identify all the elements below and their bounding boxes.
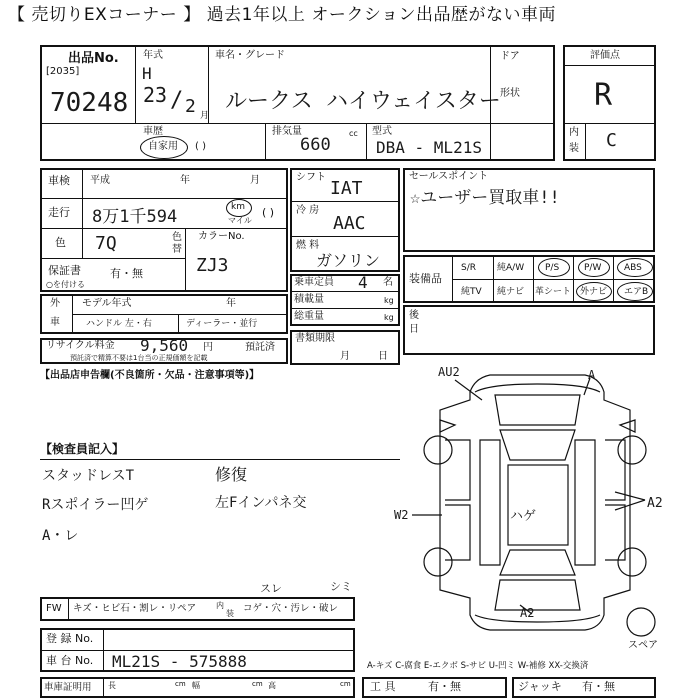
load-label: 積載量 [294, 294, 324, 305]
docs-deadline-unit: 月 [340, 351, 350, 362]
warranty-label: 保証書 [48, 264, 81, 277]
fw-interior-2: 装 [226, 609, 234, 618]
cert-long: 長 [108, 681, 116, 690]
year-era: H [142, 64, 152, 83]
equip-abs: ABS [624, 263, 642, 273]
diagram-mark-a2-side: A2 [647, 496, 663, 511]
rear-label-1: 後 [409, 310, 419, 321]
mileage-unit: km [231, 202, 245, 212]
capacity-unit: 名 [383, 277, 393, 288]
doors-label: ドア [500, 51, 520, 62]
color-code-label: カラーNo. [198, 231, 245, 242]
lot-prefix: [2035] [46, 66, 80, 77]
cert-width: 幅 [192, 681, 200, 690]
registration-label: 登 録 No. [46, 632, 94, 645]
load-unit: kg [384, 296, 394, 305]
year-sep: / [170, 88, 184, 113]
equip-aw: 純A/W [497, 263, 525, 273]
diagram-mark-w2: W2 [394, 508, 409, 522]
lot-label: 出品No. [68, 51, 119, 66]
recycle-value: 9,560 [140, 336, 189, 355]
recycle-note: 預託済で精算不要は1台当の正規価額を記載 [70, 354, 208, 362]
displacement-label: 排気量 [272, 126, 302, 137]
interior-value: C [606, 130, 617, 151]
cert-cm-3: cm [340, 680, 351, 688]
model-label: 車名・グレード [215, 50, 285, 61]
ac-label: 冷 房 [296, 205, 320, 216]
history-label: 車歴 [143, 126, 163, 137]
jack-options: 有・無 [582, 680, 615, 693]
type-label: 型式 [372, 126, 392, 137]
warranty-options: 有・無 [110, 267, 143, 280]
interior-label-2: 装 [569, 143, 579, 154]
fw-label: FW [46, 603, 62, 614]
recycle-status: 預託済 [245, 342, 275, 353]
mileage-unit2: マイル [228, 216, 252, 225]
seller-note-label: 【出品店申告欄(不良箇所・欠品・注意事項等)】 [40, 370, 260, 381]
year-month: 2 [185, 96, 196, 117]
color-change-1: 色 [172, 232, 182, 243]
fw-text-2: コゲ・穴・汚レ・破レ [243, 603, 339, 614]
equip-airbag: エアB [624, 287, 649, 297]
fuel-label: 燃 料 [296, 240, 320, 251]
inspector-label: 【検査員記入】 [40, 442, 125, 456]
diagram-mark-au2: AU2 [438, 365, 460, 379]
color-value: 7Q [95, 233, 117, 254]
capacity-label: 乗車定員 [294, 277, 334, 288]
import-label-2: 車 [50, 317, 60, 328]
total-weight-unit: kg [384, 313, 394, 322]
inspector-note-1-right: 修復 [215, 465, 248, 484]
inspection-era: 平成 [90, 175, 110, 186]
type-value: DBA - ML21S [376, 138, 482, 157]
mileage-value: 8万1千594 [92, 207, 178, 227]
equip-ps: P/S [545, 263, 560, 273]
color-change-2: 替 [172, 244, 182, 255]
top-mark-shimi: シミ [330, 580, 352, 593]
model-value: ルークス ハイウェイスター [225, 89, 501, 114]
equip-tv: 純TV [461, 287, 482, 297]
fw-interior-1: 内 [216, 601, 224, 610]
sales-point-value: ☆ユーザー買取車!! [410, 188, 560, 208]
diagram-mark-a2-rear: A2 [520, 606, 535, 620]
docs-deadline-day: 日 [378, 351, 388, 362]
equip-leather: 革シート [535, 287, 572, 297]
cert-cm-2: cm [252, 680, 263, 688]
warranty-sub: ○を付ける [46, 280, 85, 289]
import-year: 年 [226, 298, 236, 309]
inspector-note-2-left: Rスポイラー凹ゲ [42, 497, 149, 513]
import-handle: ハンドル 左・右 [86, 319, 152, 329]
displacement-unit: cc [349, 129, 358, 138]
color-label: 色 [55, 236, 66, 249]
inspection-label: 車検 [48, 174, 70, 187]
equip-extnavi: 外ナビ [580, 287, 608, 297]
inspector-note-2-right: 左Fインパネ交 [215, 495, 307, 511]
shift-label: シフト [296, 172, 326, 183]
cert-cm-1: cm [175, 680, 186, 688]
damage-legend: A-キズ C-腐食 E-エクボ S-サビ U-凹ミ W-補修 XX-交換済 [367, 661, 589, 671]
fuel-value: ガソリン [316, 251, 381, 270]
score-value: R [594, 78, 613, 113]
cert-height: 高 [268, 681, 276, 690]
ac-value: AAC [333, 213, 366, 234]
fw-text: キズ・ヒビ石・割レ・リペア [73, 603, 197, 614]
lot-number: 70248 [50, 88, 129, 118]
score-label: 評価点 [590, 50, 620, 61]
page-title: 【 売切りEXコーナー 】 過去1年以上 オークション出品歴がない車両 [8, 5, 556, 25]
shift-value: IAT [330, 178, 363, 199]
import-label-1: 外 [50, 298, 60, 309]
inspection-month-unit: 月 [250, 175, 260, 186]
top-mark-sure: スレ [260, 582, 282, 595]
color-code-value: ZJ3 [196, 255, 229, 276]
cert-label: 車庫証明用 [44, 682, 92, 693]
inspection-year-unit: 年 [180, 175, 190, 186]
chassis-value: ML21S - 575888 [112, 652, 247, 671]
sales-point-label: セールスポイント [409, 171, 489, 182]
capacity-value: 4 [358, 273, 368, 292]
year-value: 23 [143, 83, 168, 107]
tools-label: 工 具 [370, 680, 396, 693]
mileage-paren: ( ) [262, 206, 275, 219]
import-model-year: モデル年式 [82, 298, 132, 309]
spare-label: スペア [628, 640, 658, 651]
year-label: 年式 [143, 50, 163, 61]
mileage-label: 走行 [48, 206, 70, 219]
recycle-unit: 円 [203, 342, 213, 353]
inspector-note-1-left: スタッドレスT [42, 468, 135, 484]
equipment-label: 装備品 [409, 272, 442, 285]
diagram-mark-a: A [588, 368, 596, 382]
import-dealer: ディーラー・並行 [186, 319, 258, 329]
diagram-mark-hage: ハゲ [510, 509, 537, 524]
history-paren: ( ) [195, 141, 206, 152]
total-weight-label: 総重量 [294, 311, 324, 322]
jack-label: ジャッキ [518, 680, 562, 693]
tools-options: 有・無 [428, 680, 461, 693]
interior-label-1: 内 [569, 127, 579, 138]
year-month-unit: 月 [200, 111, 210, 121]
inspector-note-3-left: A・レ [42, 528, 79, 544]
history-value: 自家用 [148, 141, 178, 152]
rear-label-2: 日 [409, 324, 419, 335]
displacement-value: 660 [300, 135, 331, 155]
shape-label: 形状 [500, 88, 520, 99]
equip-navi: 純ナビ [497, 287, 525, 297]
chassis-label: 車 台 No. [46, 654, 94, 667]
recycle-label: リサイクル料金 [46, 340, 115, 351]
docs-deadline-label: 書類期限 [295, 333, 335, 344]
equip-sr: S/R [461, 263, 476, 273]
equip-pw: P/W [584, 263, 602, 273]
